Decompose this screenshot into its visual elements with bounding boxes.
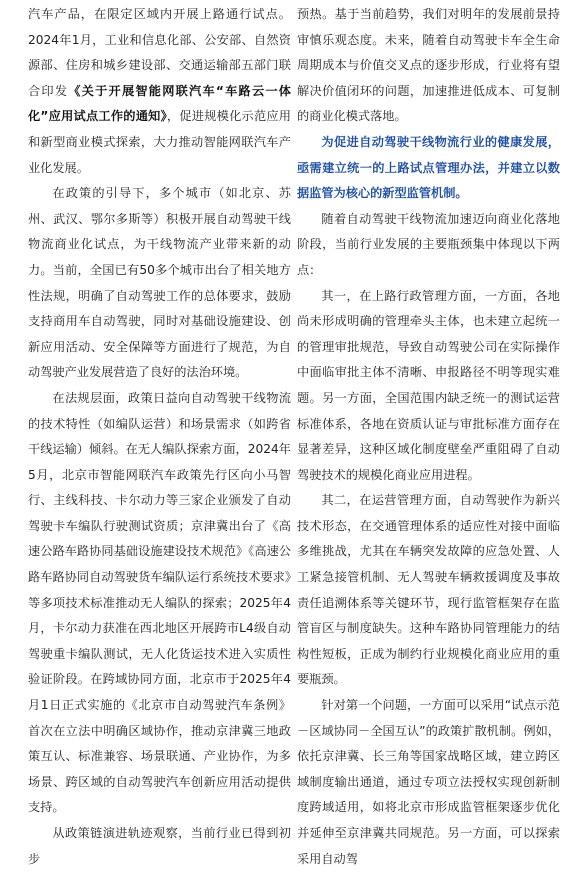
paragraph-text: ，促进规模化示范应用和新型商业模式探索，大力推动智能网联汽车产业化发展。 [28, 109, 291, 175]
paragraph-solution: 针对第一个问题，一方面可以采用“试点示范－区域协同－全国互认”的政策扩散机制。例如，依托京津冀、长三角等国家战略区域，建立跨区域制度输出通道，通过专项立法授权实现创新制度跨域适用，如将北京市形成监管框架逐步优化并延伸至京津冀共同规范。另一方面，可以探索采用自动驾 [297, 698, 560, 866]
highlight-recommendation: 为促进自动驾驶干线物流行业的健康发展，亟需建立统一的上路试点管理办法，并建立以数据监管为核心的新型监管机制。 [297, 134, 560, 201]
left-column [28, 2, 291, 872]
paragraph-text: 汽车产品，在限定区域内开展上路通行试点。2024年1月，工业和信息化部、公安部、自然资源部、住房和城乡建设部、交通运输部五部门联合印发 [28, 7, 291, 98]
right-column [297, 2, 560, 872]
paragraph-bottlenecks-intro: 随着自动驾驶干线物流加速迈向商业化落地阶段，当前行业发展的主要瓶颈集中体现以下两点： [297, 211, 560, 277]
paragraph-regulations: 在法规层面，政策日益向自动驾驶干线物流的技术特性（如编队运营）和场景需求（如跨省干线运输）倾斜。在无人编队探索方面，2024年5月，北京市智能网联汽车政策先行区向小马智行、主线科技、卡尔动力等三家企业颁发了自动驾驶卡车编队行驶测试资质；京津冀出台了《高速公路车路协同基础设施建设技术规范》《高速公路车路协同自动驾驶货车编队运行系统技术要求》等多项技术标准推动无人编队的探索；2025年4月，卡尔动力获准在西北地区开展跨市L4级自动驾驶重卡编队测试，无人化货运技术进入实质性验证阶段。在跨域协同方面，北京市于2025年4月1日正式实施的《北京市自动驾驶汽车条例》首次在立法中明确区域协作，推动京津冀三地政策互认、标准兼容、场景联通、产业协作，为多场景、跨区域的自动驾驶汽车创新应用活动提供支持。 [28, 390, 291, 815]
paragraph-outlook: 预热。基于当前趋势，我们对明年的发展前景持审慎乐观态度。未来，随着自动驾驶卡车全生命周期成本与价值交叉点的逐步形成，行业将有望解决价值闭环的问题，加速推进低成本、可复制的商业化模式落地。 [297, 7, 560, 124]
paragraph-policy-trial [28, 2, 291, 181]
notice-title: 《关于开展智能网联汽车“车路云一体化”应用试点工作的通知》 [28, 83, 291, 124]
paragraph-bottleneck-two: 其二，在运营管理方面，自动驾驶作为新兴技术形态，在交通管理体系的适应性对接中面临多维挑战，尤其在车辆突发故障的应急处置、人工紧急接管机制、无人驾驶车辆救援调度及事故责任追溯体系等关键环节，现行监管框架存在监管盲区与制度缺失。这种车路协同管理能力的结构性短板，正成为制约行业规模化商业应用的重要瓶颈。 [297, 493, 560, 687]
paragraph-bottleneck-one: 其一，在上路行政管理方面，一方面，各地尚未形成明确的管理牵头主体，也未建立起统一的管理审批规范，导致自动驾驶公司在实际操作中面临审批主体不清晰、申报路径不明等现实难题。另一方面，全国范围内缺乏统一的测试运营标准体系，各地在资质认证与审批标准方面存在显著差异，这种区域化制度壁垒严重阻碍了自动驾驶技术的规模化商业应用进程。 [297, 288, 560, 482]
paragraph-policy-chain: 从政策链演进轨迹观察，当前行业已得到初步 [28, 826, 291, 866]
paragraph-city-pilots: 在政策的引导下，多个城市（如北京、苏州、武汉、鄂尔多斯等）积极开展自动驾驶干线物流商业化试点，为干线物流产业带来新的动力。当前，全国已有50多个城市出台了相关地方性法规，明确了自动驾驶工作的总体要求，鼓励支持商用车自动驾驶，同时对基础设施建设、创新应用活动、安全保障等方面进行了规范，为自动驾驶产业发展营造了良好的法治环境。 [28, 186, 291, 380]
